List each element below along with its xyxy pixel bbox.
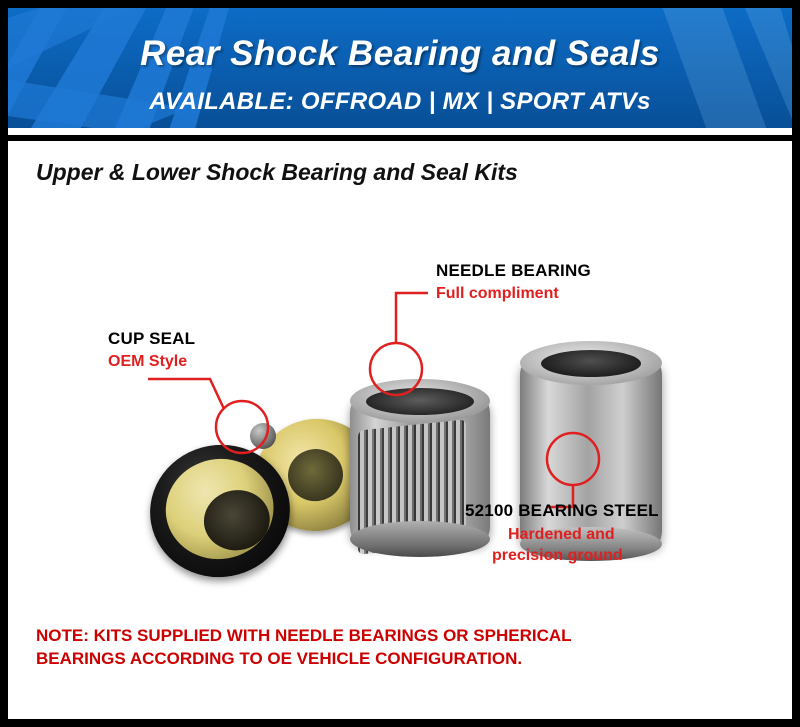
needle-bearing-bottom-edge [350, 521, 490, 557]
header-divider [8, 128, 792, 135]
needle-bearing-part [350, 379, 490, 557]
header-banner [8, 8, 792, 128]
cup-seal-sublabel: OEM Style [108, 353, 188, 370]
bearing-steel-sublabel-line2: precision ground [492, 547, 623, 564]
cup-seal-front-lip [158, 450, 282, 567]
footer-note [36, 625, 756, 671]
section-subheading: Upper & Lower Shock Bearing and Seal Kits [36, 159, 518, 185]
bearing-steel-sleeve-top-face [520, 341, 662, 385]
needle-bearing-top-face [350, 379, 490, 423]
cup-seal-front-bore [199, 485, 274, 556]
page-title: Rear Shock Bearing and Seals [140, 34, 660, 73]
cup-seal-label: CUP SEAL [108, 329, 196, 348]
footer-note-line1: NOTE: KITS SUPPLIED WITH NEEDLE BEARINGS OR SPHERICAL [36, 626, 572, 645]
product-photo [28, 201, 772, 621]
cup-seal-small-detail [250, 423, 276, 449]
cup-seal-rear-bore [285, 445, 347, 504]
bearing-steel-sleeve-bore [541, 350, 641, 377]
bearing-steel-sublabel-line1: Hardened and [508, 526, 615, 543]
bearing-steel-label: 52100 BEARING STEEL [465, 501, 659, 520]
needle-bearing-sublabel: Full compliment [436, 285, 559, 302]
content-panel [8, 141, 792, 719]
needle-bearing-top-bore [366, 388, 474, 415]
needle-bearing-label: NEEDLE BEARING [436, 261, 591, 280]
header-subtitle: AVAILABLE: OFFROAD | MX | SPORT ATVs [149, 88, 651, 115]
footer-note-line2: BEARINGS ACCORDING TO OE VEHICLE CONFIGURATION. [36, 648, 523, 668]
